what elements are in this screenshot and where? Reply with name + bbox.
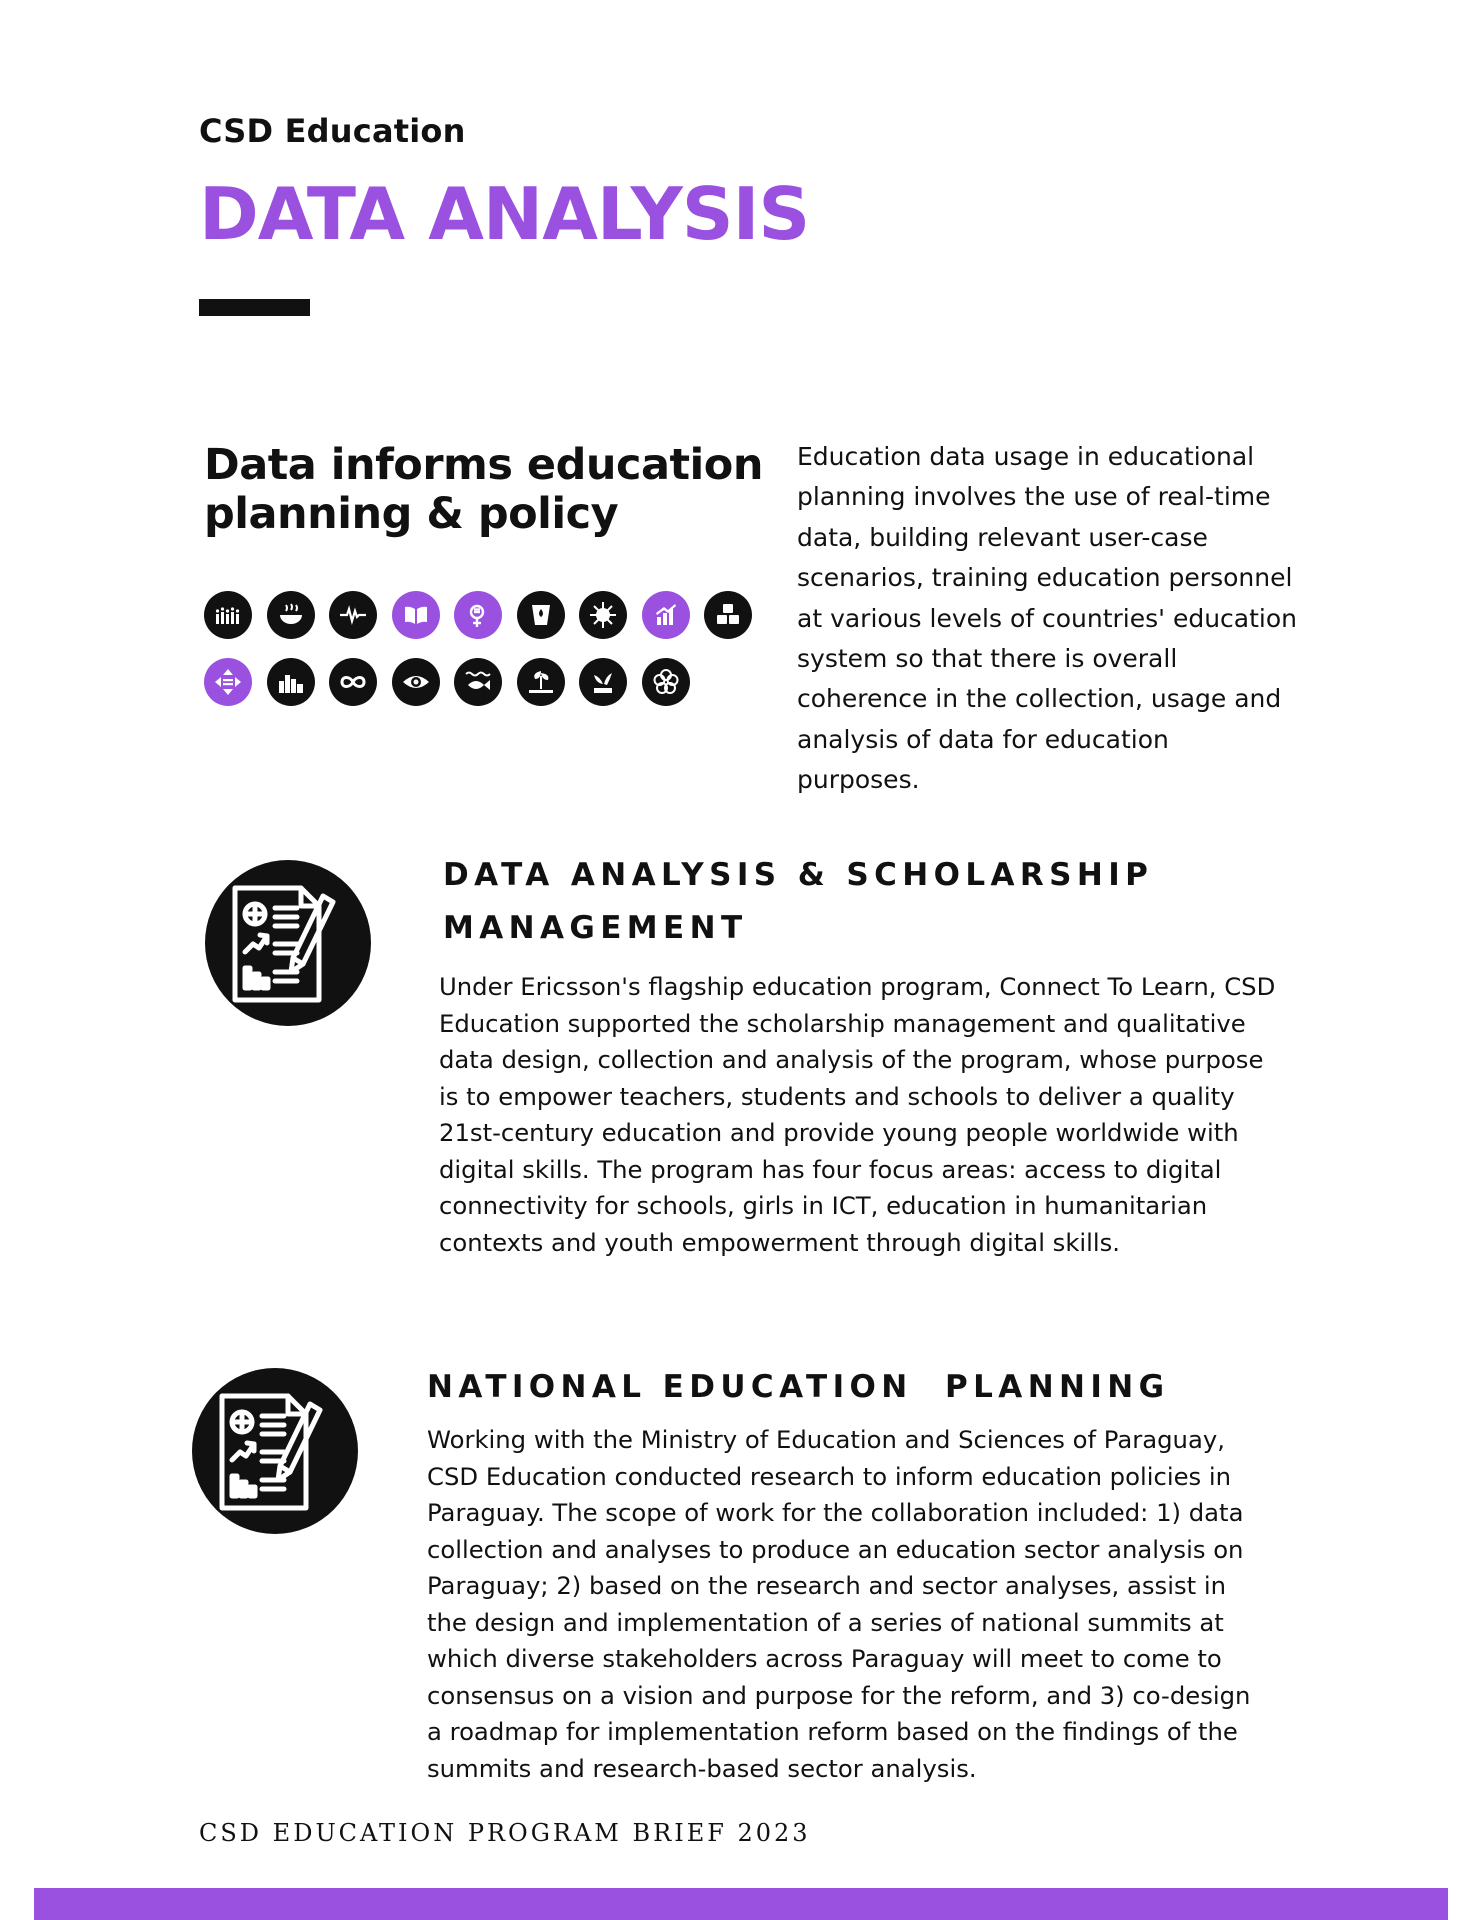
life-below-water-icon xyxy=(454,658,502,706)
peace-justice-icon xyxy=(579,658,627,706)
sdg-icons-row-1 xyxy=(204,591,752,639)
economic-growth-icon xyxy=(642,591,690,639)
partnerships-icon xyxy=(642,658,690,706)
gender-equality-icon xyxy=(454,591,502,639)
innovation-icon xyxy=(704,591,752,639)
footer-text: CSD EDUCATION PROGRAM BRIEF 2023 xyxy=(199,1819,811,1847)
sustainable-cities-icon xyxy=(267,658,315,706)
education-icon xyxy=(392,591,440,639)
poverty-icon xyxy=(204,591,252,639)
document-analysis-icon xyxy=(192,1368,358,1534)
responsible-consumption-icon xyxy=(329,658,377,706)
section-heading-scholarship: DATA ANALYSIS & SCHOLARSHIP MANAGEMENT xyxy=(443,857,1154,946)
clean-water-icon xyxy=(517,591,565,639)
intro-heading: Data informs education planning & policy xyxy=(204,440,763,539)
hunger-icon xyxy=(267,591,315,639)
section-body-scholarship: Under Ericsson's flagship education program, Connect To Learn, CSD Education supported the scholarship management and qualitative data design, collection and analysis of the program, whose purpose is to empower teachers, students and schools to deliver a quality 21st-century education and provide young people worldwide with digital skills. The program has four focus areas: access to digital connectivity for schools, girls in ICT, education in humanitarian contexts and youth empowerment through digital skills. xyxy=(439,972,1276,1257)
org-name: CSD Education xyxy=(199,112,466,150)
footer-bar xyxy=(34,1888,1448,1920)
section-heading-national-planning: NATIONAL EDUCATION PLANNING xyxy=(427,1369,1170,1405)
sdg-icons-row-2 xyxy=(204,658,690,706)
health-icon xyxy=(329,591,377,639)
document-analysis-icon xyxy=(205,860,371,1026)
reduced-inequalities-icon xyxy=(204,658,252,706)
intro-body: Education data usage in educational planning involves the use of real-time data, building relevant user-case scenarios, training education personnel at various levels of countries' education system so that there is overall coherence in the collection, usage and analysis of data for education purposes. xyxy=(797,442,1298,795)
section-body-national-planning: Working with the Ministry of Education and Sciences of Paraguay, CSD Education conducted research to inform education policies in Paraguay. The scope of work for the collaboration included: 1) data collection and analyses to produce an education sector analysis on Paraguay; 2) based on the research and sector analyses, assist in the design and implementation of a series of national summits at which diverse stakeholders across Paraguay will meet to come to consensus on a vision and purpose for the reform, and 3) co-design a roadmap for implementation reform based on the findings of the summits and research-based sector analysis. xyxy=(427,1425,1251,1783)
page-title: DATA ANALYSIS xyxy=(199,172,810,256)
title-underline xyxy=(199,299,310,316)
energy-icon xyxy=(579,591,627,639)
life-on-land-icon xyxy=(517,658,565,706)
climate-action-icon xyxy=(392,658,440,706)
